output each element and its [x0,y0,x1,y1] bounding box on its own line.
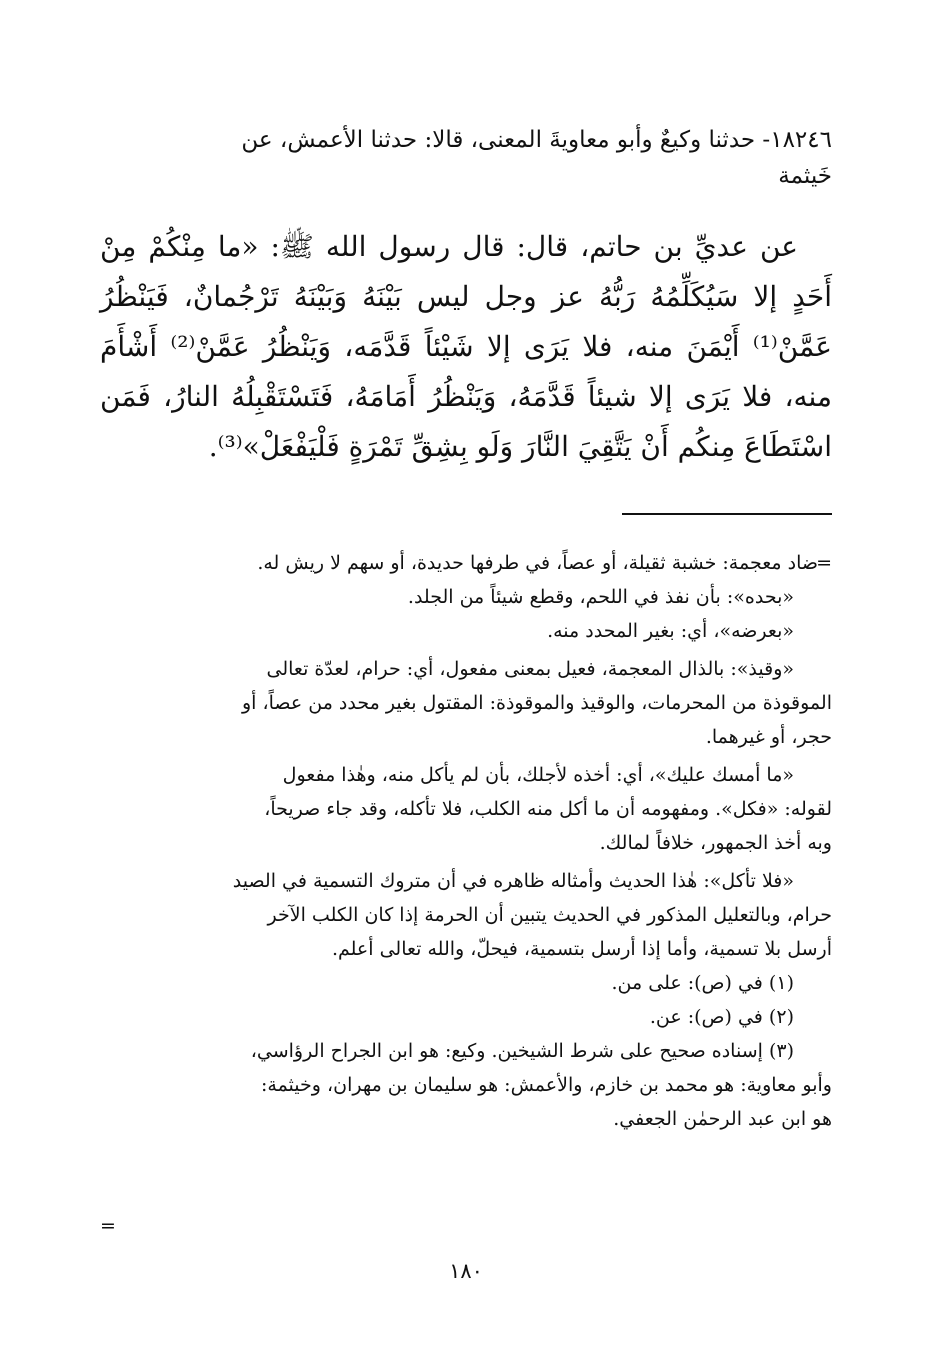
footnote-continuation-mark: = [816,552,832,574]
footnote-line: «وقيذ»: بالذال المعجمة، فعيل بمعنى مفعول، أي: حرام، لعدّة تعالى [266,658,794,680]
footnote-line: حجر، أو غيرهما. [705,726,832,748]
footnote-1: (١) في (ص): على من. [611,972,794,994]
hadith-matn [100,222,832,472]
hadith-isnad [100,122,832,194]
page-number: ١٨٠ [449,1259,483,1283]
footnote-separator [622,513,832,515]
matn-line-4: منه، فلا يَرَى إلا شيئاً قَدَّمَهُ، وَيَنْظُرُ أَمَامَهُ، فَتَسْتَقْبِلُهُ النارُ، فَمَن [100,380,832,413]
footnote-line: حرام، وبالتعليل المذكور في الحديث يتبين أن الحرمة إذا كان الكلب الآخر [267,904,832,926]
footnote-line: هو ابن عبد الرحمٰن الجعفي. [613,1108,832,1130]
matn-line-3: عَمَّنْ⁽¹⁾ أَيْمَنَ منه، فلا يَرَى إلا شَيْئاً قَدَّمَه، وَيَنْظُرُ عَمَّنْ⁽²⁾ أَشْأَمَ [100,330,832,363]
footnote-line: «فلا تأكل»: هٰذا الحديث وأمثاله ظاهره في أن متروك التسمية في الصيد [232,870,794,892]
footnote-line: «بحده»: بأن نفذ في اللحم، وقطع شيئاً من الجلد. [407,586,794,608]
matn-line-5: اسْتَطَاعَ مِنكُم أَنْ يَتَّقِيَ النَّارَ وَلَو بِشِقِّ تَمْرَةٍ فَلْيَفْعَلْ»⁽³⁾. [208,430,832,463]
footnote-line: ضاد معجمة: خشبة ثقيلة، أو عصاً، في طرفها حديدة، أو سهم لا ريش له. [257,552,818,574]
footnote-line: لقوله: «فكل». ومفهومه أن ما أكل منه الكلب، فلا تأكله، وقد جاء صريحاً، [264,798,832,820]
footnote-3: (٣) إسناده صحيح على شرط الشيخين. وكيع: هو ابن الجراح الرؤاسي، [250,1040,794,1062]
footnotes [100,546,832,1136]
footnote-line: وبه أخذ الجمهور، خلافاً لمالك. [599,832,832,854]
isnad-line-1: ١٨٢٤٦- حدثنا وكيعٌ وأبو معاويةَ المعنى، قالا: حدثنا الأعمش، عن [241,127,832,153]
footnote-line: «بعرضه»، أي: بغير المحدد منه. [547,620,794,642]
isnad-line-2: خَيثمة [778,163,832,189]
matn-line-2: أَحَدٍ إلا سَيُكَلِّمُهُ رَبُّهُ عز وجل ليس بَيْنَهُ وَبَيْنَهُ تَرْجُمانٌ، فَيَنْظُرُ [100,280,832,313]
footnote-line: الموقوذة من المحرمات، والوقيذ والموقوذة: المقتول بغير محدد من عصاً، أو [241,692,832,714]
matn-line-1: عن عديِّ بن حاتم، قال: قال رسول الله ﷺ: «ما مِنْكُمْ مِنْ [100,230,798,263]
footnote-line: «ما أمسك عليك»، أي: أخذه لأجلك، بأن لم يأكل منه، وهٰذا مفعول [282,764,794,786]
footnote-line: أرسل بلا تسمية، وأما إذا أرسل بتسمية، فيحلّ، والله تعالى أعلم. [331,938,832,960]
footnote-line: وأبو معاوية: هو محمد بن خازم، والأعمش: هو سليمان بن مهران، وخيثمة: [260,1074,832,1096]
footnote-end-mark: = [100,1215,116,1237]
footnote-2: (٢) في (ص): عن. [649,1006,794,1028]
